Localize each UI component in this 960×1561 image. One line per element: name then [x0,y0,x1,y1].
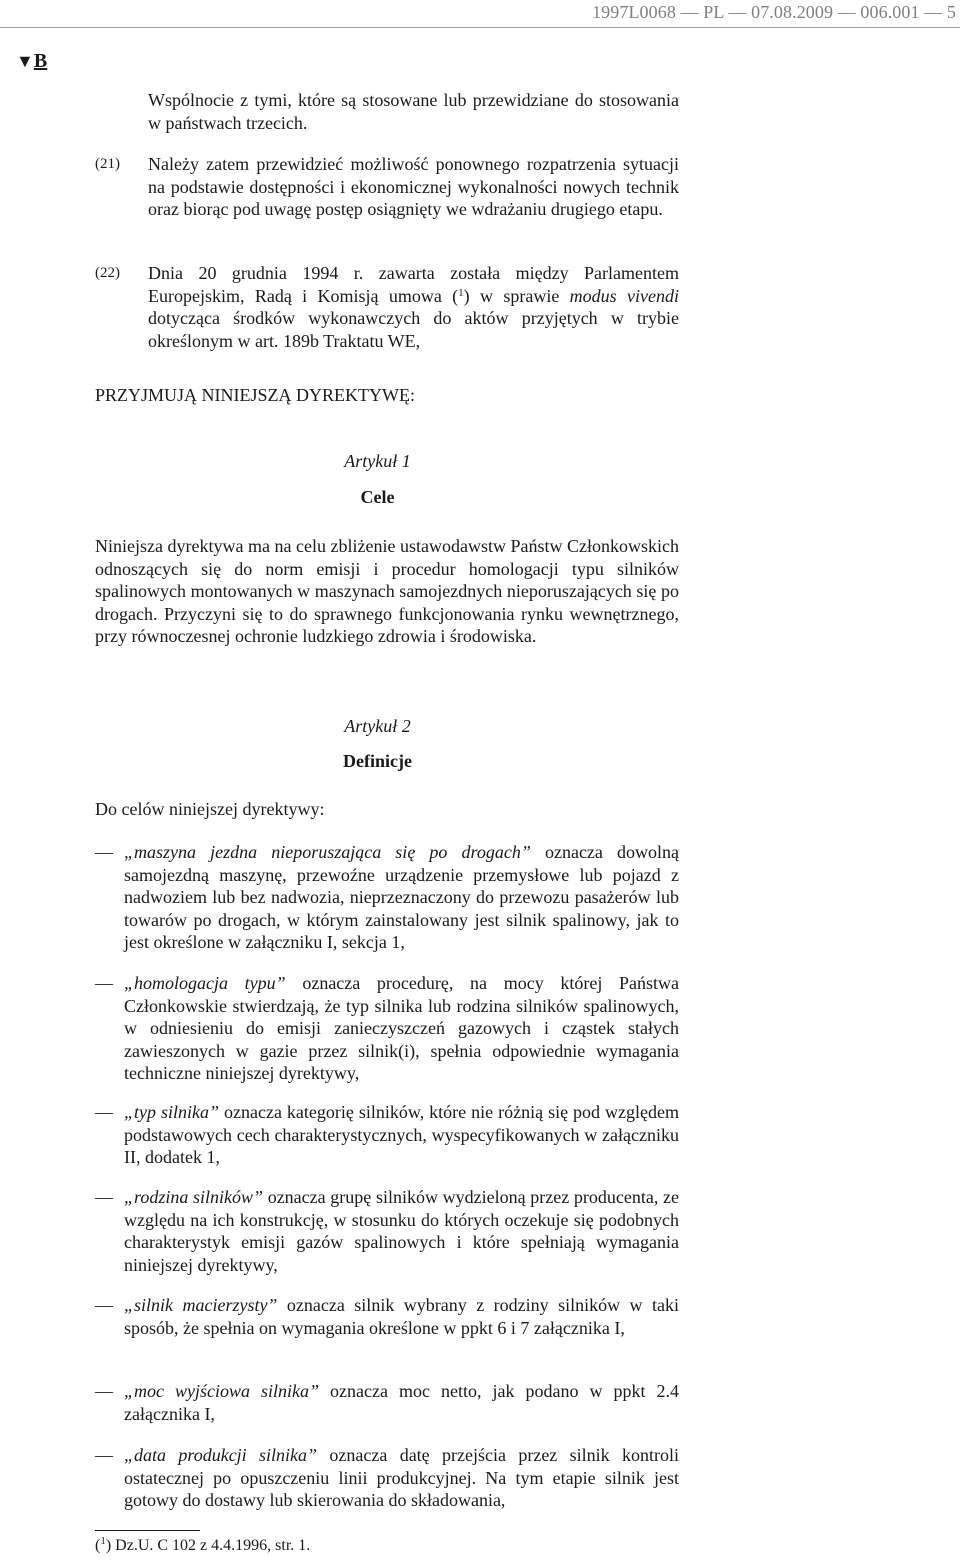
definition-dash: — [95,1295,113,1315]
definition-term: „maszyna jezdna nieporuszająca się po drogach” [124,842,531,862]
definition-dash: — [95,842,113,862]
article-2-label: Artykuł 2 [344,716,411,736]
definition-term: „moc wyjściowa silnika” [124,1381,320,1401]
definition-term: „data produkcji silnika” [124,1445,318,1465]
article-1-label: Artykuł 1 [344,451,411,471]
recital-22-text [148,262,679,352]
recital-22-part2: ) w sprawie [463,285,570,306]
recital-continuation: Wspólnocie z tymi, które są stosowane lub przewidziane do stosowania w państwach trzecich. [148,90,679,133]
definition-text: oznacza dowolną samojezdną maszynę, przewoźne urządzenie przemysłowe lub pojazd z nadwoziem lub bez nadwozia, nieprzeznaczony do przewozu pasażerów lub towarów po drogach, w którym zainstalowany jest silnik spalinowy, jak to jest określone w załączniku I, sekcja 1, [124,842,680,952]
article-2-intro: Do celów niniejszej dyrektywy: [95,799,325,819]
definition-text: oznacza silnik wybrany z rodziny silników w taki sposób, że spełnia on wymagania określone w ppkt 6 i 7 załącznika I, [124,1295,679,1338]
footnote-number: 1 [100,1535,106,1547]
footnote-text: Dz.U. C 102 z 4.4.1996, str. 1. [111,1537,311,1554]
recital-22-part3: dotycząca środków wykonawczych do aktów przyjętych w trybie określonym w art. 189b Traktatu WE, [148,308,679,351]
definition-term: „silnik macierzysty” [124,1295,278,1315]
definition-item [124,1294,679,1339]
definition-dash: — [95,1381,113,1401]
definition-term: „homologacja typu” [124,973,286,993]
article-2-title: Definicje [343,751,412,771]
recital-22-number: (22) [95,265,120,281]
document-header: 1997L0068 — PL — 07.08.2009 — 006.001 — 5 [592,2,956,22]
definition-text: oznacza procedurę, na mocy której Państwa Członkowskie stwierdzają, że typ silnika lub rodzina silników spalinowych, w odniesieniu do emisji zanieczyszczeń gazowych i cząstek stałych zawieszonych w gazie przez silnik(i), spełnia odpowiednie wymagania techniczne niniejszej dyrektywy, [124,973,679,1083]
header-divider [0,27,960,28]
definition-item [124,1101,679,1169]
definition-item [124,972,679,1085]
footnote-close: ) [105,1537,112,1554]
definition-dash: — [95,1187,113,1207]
footnote-ref[interactable]: 1 [458,286,464,299]
definition-dash: — [95,1102,113,1122]
definition-dash: — [95,1445,113,1465]
footnote-open: ( [95,1537,101,1554]
definition-dash: — [95,973,113,993]
article-1-title: Cele [360,487,395,507]
definition-text: oznacza moc netto, jak podano w ppkt 2.4 załącznika I, [124,1381,679,1424]
amendment-marker [16,50,47,73]
definition-text: oznacza grupę silników wydzieloną przez producenta, ze względu na ich konstrukcję, w stosunku do których oczekuje się podobnych charakterystyk emisji gazów spalinowych i które spełniają wymagania niniejszej dyrektywy, [124,1187,679,1275]
article-1-text: Niniejsza dyrektywa ma na celu zbliżenie ustawodawstw Państw Członkowskich odnoszących się do norm emisji i procedur homologacji typu silników spalinowych montowanych w maszynach samojezdnych nieporuszających się po drogach. Przyczyni się to do sprawnego funkcjonowania rynku wewnętrznego, przy równoczesnej ochronie ludzkiego zdrowia i środowiska. [95,536,679,646]
recital-21-text: Należy zatem przewidzieć możliwość ponownego rozpatrzenia sytuacji na podstawie dostępności i ekonomicznej wykonalności nowych technik oraz biorąc pod uwagę postęp osiągnięty we wdrażaniu drugiego etapu. [148,154,679,219]
recital-22-italic: modus vivendi [569,285,679,306]
footnote [95,1537,310,1555]
triangle-down-icon: ▼ [16,51,34,71]
definition-term: „rodzina silników” [124,1187,264,1207]
definition-text: oznacza kategorię silników, które nie różnią się pod względem podstawowych cech charakterystycznych, wyspecyfikowanych w załączniku II, dodatek 1, [124,1102,679,1167]
definition-item [124,1444,679,1512]
definition-term: „typ silnika” [124,1102,219,1122]
definition-item [124,841,679,954]
marker-letter[interactable]: B [33,50,48,72]
definition-text: oznacza datę przejścia przez silnik kontroli ostatecznej po opuszczeniu linii produkcyjnej. Na tym etapie silnik jest gotowy do dostawy lub skierowania do składowania, [124,1445,679,1510]
recital-21-number: (21) [95,156,120,172]
definition-item [124,1186,679,1276]
adoption-formula: PRZYJMUJĄ NINIEJSZĄ DYREKTYWĘ: [95,385,415,405]
footnote-divider [95,1530,200,1531]
definition-item [124,1380,679,1425]
recital-22-part1: Dnia 20 grudnia 1994 r. zawarta została między Parlamentem Europejskim, Radą i Komisją umowa ( [148,263,679,306]
